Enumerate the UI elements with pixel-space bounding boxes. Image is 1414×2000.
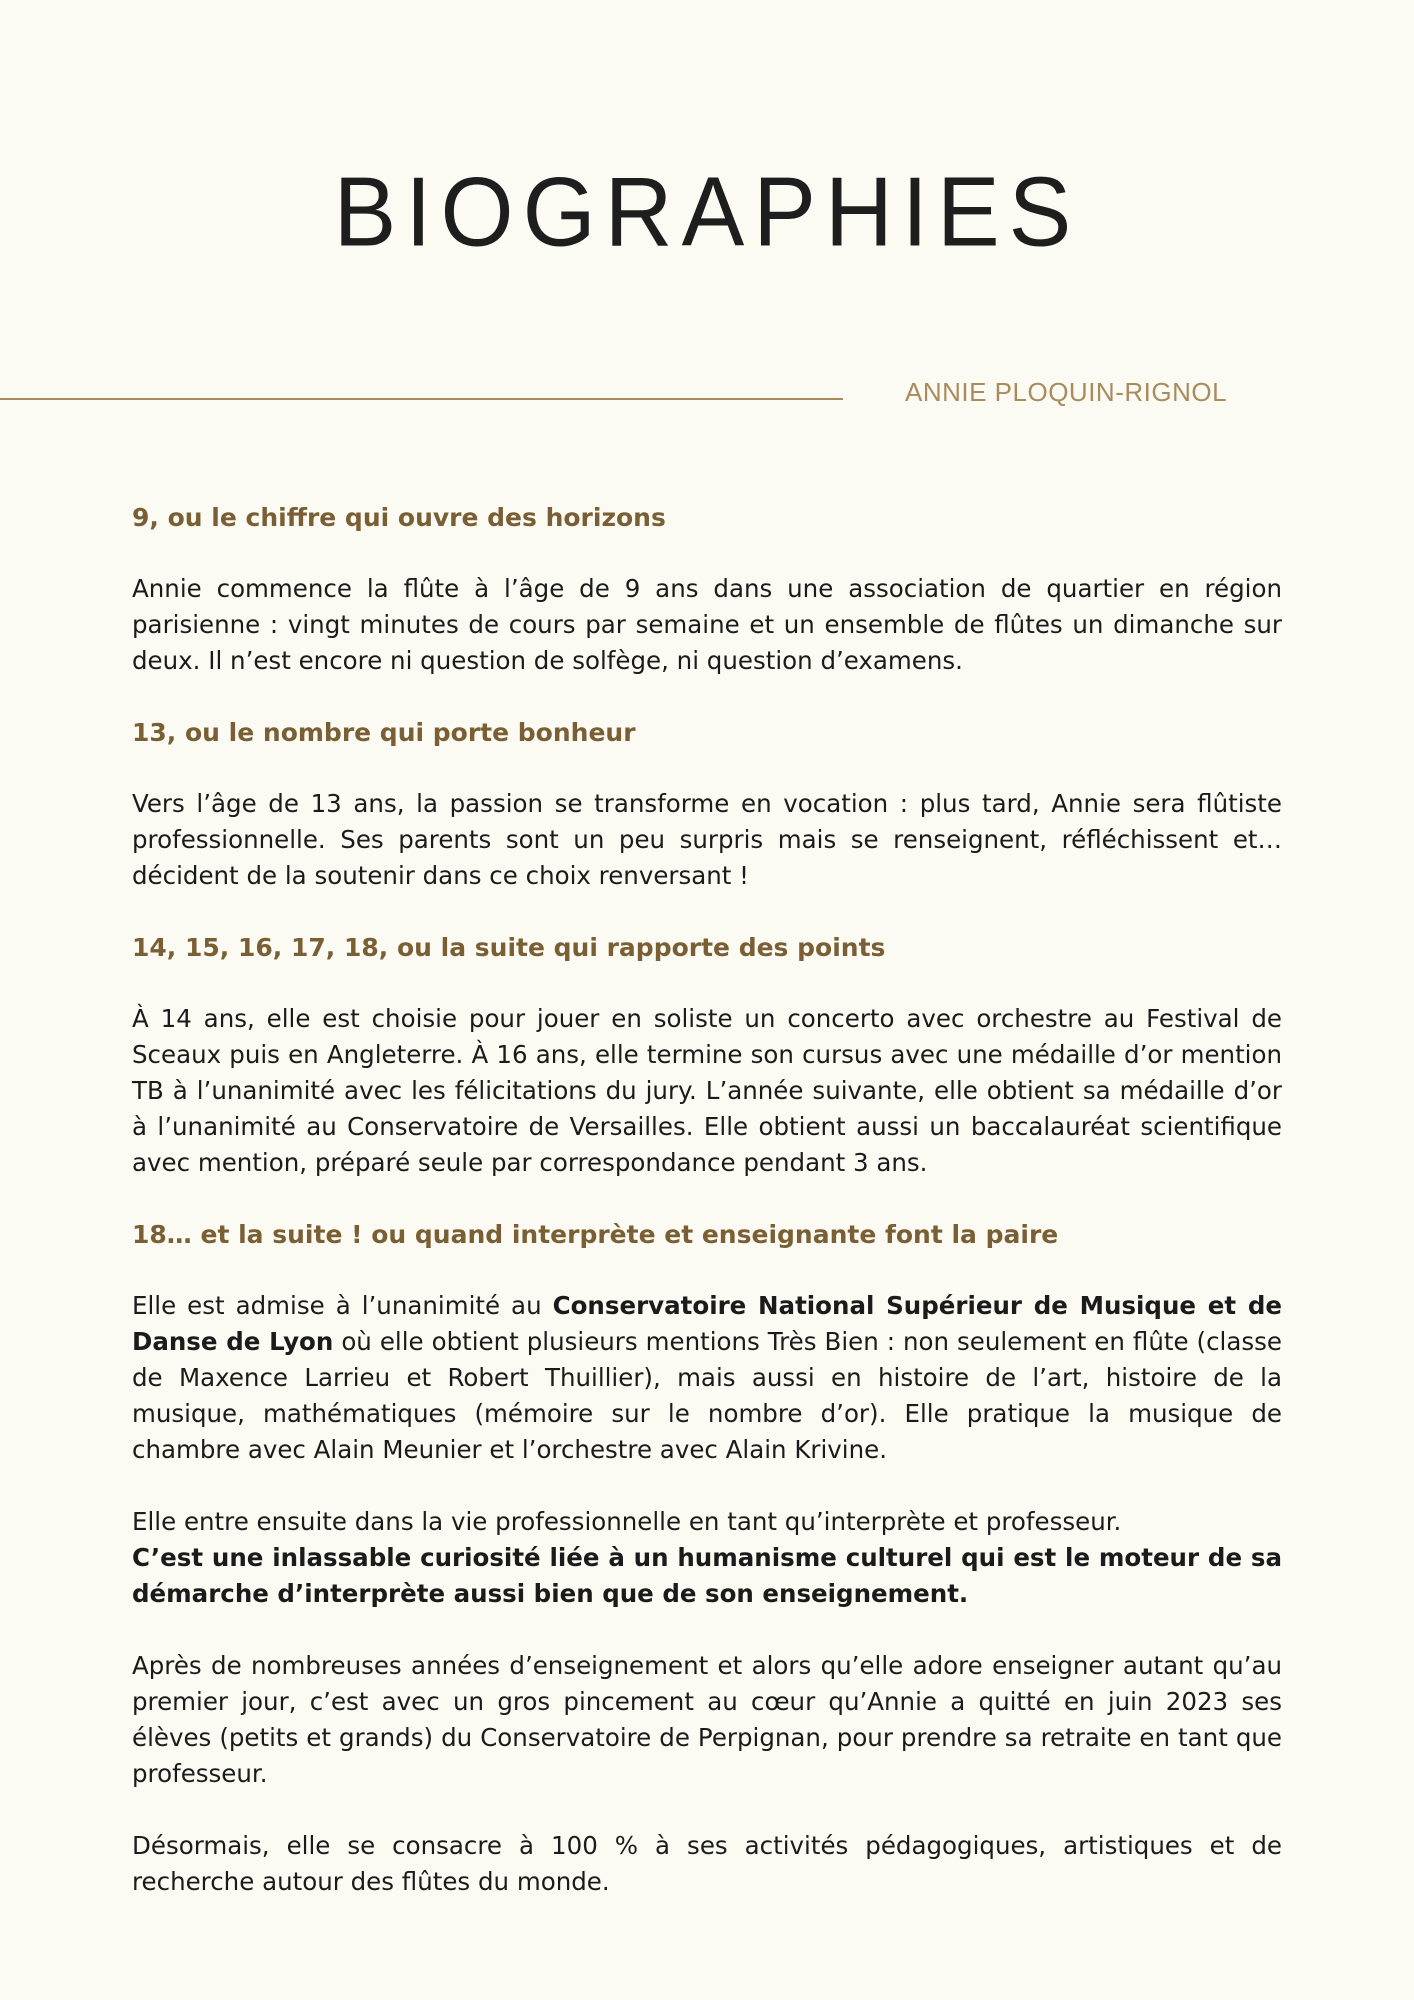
section-paragraph: Désormais, elle se consacre à 100 % à ses activités pédagogiques, artistiques et de recherche autour des flûtes du monde. bbox=[132, 1831, 1282, 1896]
section-paragraph: Après de nombreuses années d’enseignement et alors qu’elle adore enseigner autant qu’au premier jour, c’est avec un gros pincement au cœur qu’Annie a quitté en juin 2023 ses élèves (petits et grands) du Conservatoire de Perpignan, pour prendre sa retraite en tant que professeur. bbox=[132, 1651, 1282, 1788]
section-age-9 bbox=[132, 500, 1282, 679]
biography-content bbox=[132, 500, 1282, 1936]
section-heading: 14, 15, 16, 17, 18, ou la suite qui rapporte des points bbox=[132, 933, 886, 962]
section-paragraph-emphasis bbox=[132, 1540, 1282, 1612]
paragraph-text: où elle obtient plusieurs mentions Très Bien : non seulement en flûte (classe de Maxence Larrieu et Robert Thuillier), mais aussi en histoire de l’art, histoire de la musique, mathématiques (mémoire sur le nombre d’or). Elle pratique la musique de chambre avec Alain Meunier et l’orchestre avec Alain Krivine. bbox=[132, 1327, 1282, 1464]
paragraph-text: Elle est admise à l’unanimité au bbox=[132, 1291, 553, 1320]
section-age-14-18 bbox=[132, 930, 1282, 1181]
section-heading: 9, ou le chiffre qui ouvre des horizons bbox=[132, 503, 666, 532]
section-age-18-plus bbox=[132, 1217, 1282, 1900]
section-paragraph: À 14 ans, elle est choisie pour jouer en soliste un concerto avec orchestre au Festival de Sceaux puis en Angleterre. À 16 ans, elle termine son cursus avec une médaille d’or mention TB à l’unanimité avec les félicitations du jury. L’année suivante, elle obtient sa médaille d’or à l’unanimité au Conservatoire de Versailles. Elle obtient aussi un baccalauréat scientifique avec mention, préparé seule par correspondance pendant 3 ans. bbox=[132, 1004, 1282, 1177]
section-heading: 18… et la suite ! ou quand interprète et enseignante font la paire bbox=[132, 1220, 1059, 1249]
section-paragraph: Vers l’âge de 13 ans, la passion se transforme en vocation : plus tard, Annie sera flûtiste professionnelle. Ses parents sont un peu surpris mais se renseignent, réfléchissent et… décident de la soutenir dans ce choix renversant ! bbox=[132, 789, 1282, 890]
section-heading: 13, ou le nombre qui porte bonheur bbox=[132, 718, 636, 747]
section-age-13 bbox=[132, 715, 1282, 894]
page-title: BIOGRAPHIES bbox=[333, 156, 1081, 267]
section-paragraph: Annie commence la flûte à l’âge de 9 ans dans une association de quartier en région parisienne : vingt minutes de cours par semaine et un ensemble de flûtes un dimanche sur deux. Il n’est encore ni question de solfège, ni question d’examens. bbox=[132, 574, 1282, 675]
emphasis-text: C’est une inlassable curiosité liée à un humanisme culturel qui est le moteur de sa démarche d’interprète aussi bien que de son enseignement. bbox=[132, 1543, 1282, 1608]
section-paragraph bbox=[132, 1288, 1282, 1468]
conservatoire-name: Conservatoire National Supérieur de Musique et de Danse de Lyon bbox=[132, 1291, 1282, 1356]
author-name: ANNIE PLOQUIN-RIGNOL bbox=[905, 377, 1228, 407]
section-paragraph: Elle entre ensuite dans la vie professionnelle en tant qu’interprète et professeur. bbox=[132, 1507, 1122, 1536]
header-divider bbox=[0, 398, 843, 400]
